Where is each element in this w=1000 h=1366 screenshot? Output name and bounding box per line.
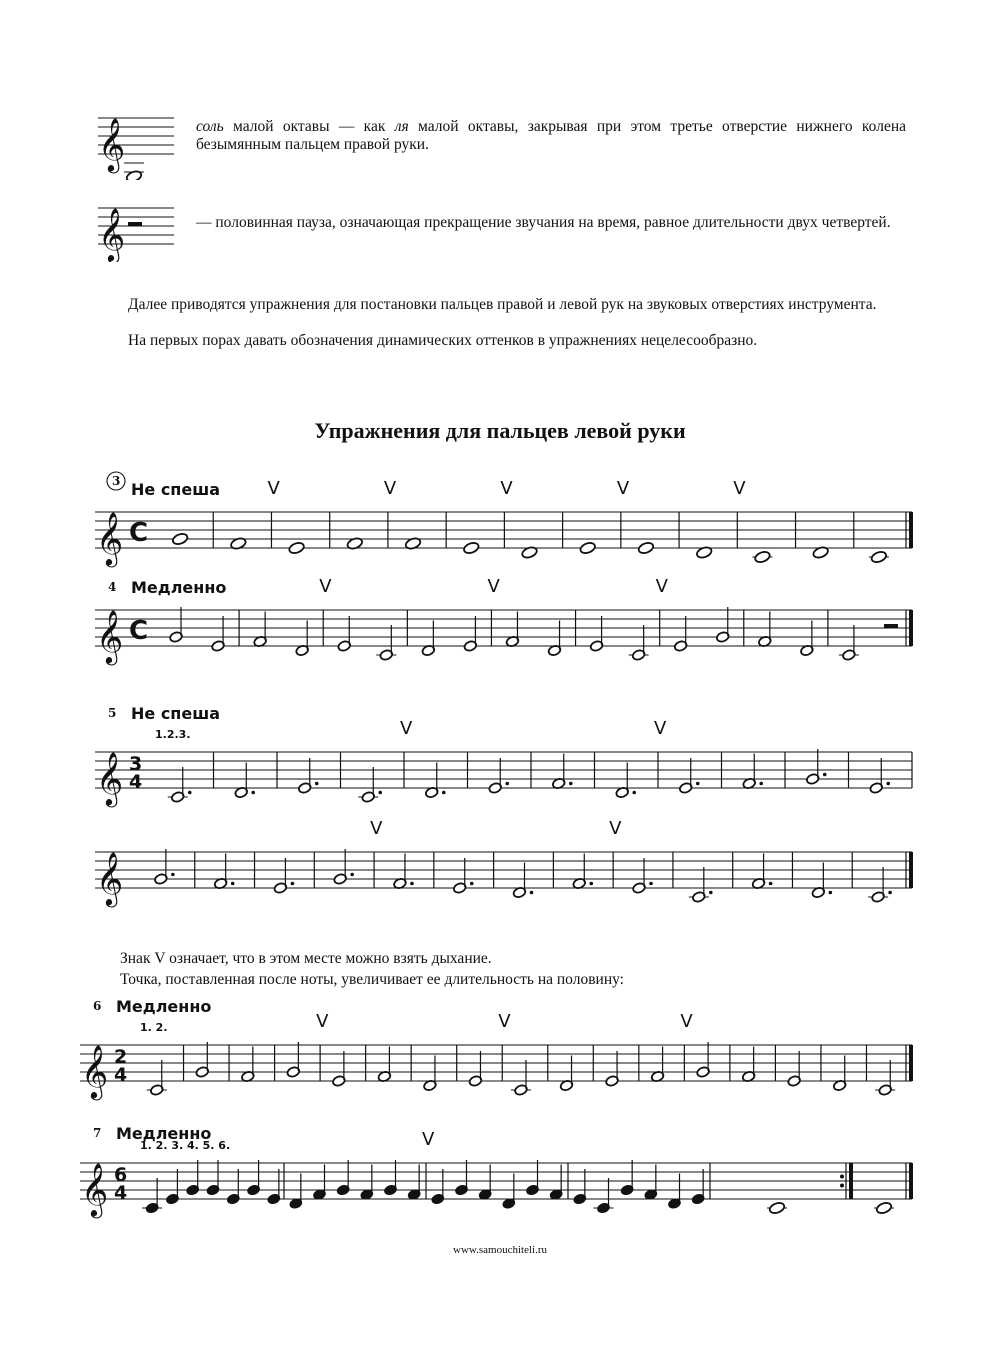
final-barline (849, 1163, 853, 1199)
breath-mark: V (609, 818, 622, 839)
note-head (812, 546, 829, 560)
final-barline (909, 1163, 913, 1199)
augmentation-dot (530, 891, 534, 895)
breath-mark: V (422, 1129, 435, 1150)
augmentation-dot (505, 782, 509, 786)
exercise-number: 5 (108, 706, 117, 720)
exercise-4 (95, 576, 913, 665)
note-head (425, 786, 439, 798)
augmentation-dot (251, 791, 255, 795)
note-head (758, 635, 772, 647)
intro-example-half-rest (94, 202, 914, 262)
note-head (552, 777, 566, 789)
note-head (488, 782, 502, 794)
note-head (286, 1066, 300, 1078)
note-head (267, 1193, 281, 1205)
note-head (171, 532, 188, 546)
note-head (383, 1184, 397, 1196)
note-head (596, 1202, 610, 1214)
note-head (379, 649, 393, 661)
note-head (393, 877, 407, 889)
note-head (169, 631, 183, 643)
note-head (333, 873, 347, 885)
tempo-marking: Медленно (116, 997, 212, 1016)
note-head (787, 1075, 801, 1087)
augmentation-dot (315, 782, 319, 786)
treble-clef-icon: 𝄞 (96, 609, 124, 663)
note-head (605, 1075, 619, 1087)
note-head (150, 1084, 164, 1096)
note-head (692, 891, 706, 903)
note-head (521, 546, 538, 560)
augmentation-dot (470, 882, 474, 886)
note-head (691, 1193, 705, 1205)
exercise-continuation (95, 818, 913, 907)
note-head (679, 782, 693, 794)
exercise-number-circle (107, 472, 125, 490)
time-signature-top: 6 (114, 1164, 128, 1186)
augmentation-dot (632, 791, 636, 795)
note-head (650, 1070, 664, 1082)
note-head (421, 644, 435, 656)
note-head (195, 1066, 209, 1078)
time-signature-bottom: 4 (114, 1064, 128, 1086)
note-head (644, 1188, 658, 1200)
note-head (332, 1075, 346, 1087)
note-head (667, 1197, 681, 1209)
note-head (336, 1184, 350, 1196)
note-head (454, 1184, 468, 1196)
treble-clef-icon: 𝄞 (96, 851, 124, 905)
note-head (206, 1184, 220, 1196)
breath-mark: V (500, 478, 513, 499)
note-head (637, 541, 654, 555)
breath-mark: V (319, 576, 332, 597)
note-head (246, 1184, 260, 1196)
treble-clef-icon: 𝄞 (96, 751, 124, 805)
time-signature-top: 2 (114, 1046, 128, 1068)
note-head (768, 1201, 785, 1215)
note-head (407, 1188, 421, 1200)
note-head (360, 1188, 374, 1200)
augmentation-dot (442, 791, 446, 795)
note-head (125, 170, 142, 180)
paragraph-dynamics: На первых порах давать обозначения динамических оттенков в упражнениях нецелесообразно. (128, 332, 758, 349)
note-head (742, 1070, 756, 1082)
beat-count: 1. 2. 3. 4. 5. 6. (140, 1139, 231, 1152)
note-head (423, 1079, 437, 1091)
treble-clef-icon: 𝄞 (98, 117, 126, 171)
note-head (696, 1066, 710, 1078)
breath-mark: V (680, 1011, 693, 1032)
note-head (431, 1193, 445, 1205)
augmentation-dot (759, 782, 763, 786)
augmentation-dot (171, 873, 175, 877)
augmentation-dot (188, 791, 192, 795)
beat-count: 1.2.3. (155, 728, 191, 741)
note-head (559, 1079, 573, 1091)
low-g-description: соль малой октавы — как ля малой октавы, закрывая при этом третье отверстие нижнего колена безымянным пальцем правой руки. (196, 118, 906, 153)
note-head (525, 1184, 539, 1196)
low-g-staff (94, 110, 178, 180)
augmentation-dot (888, 891, 892, 895)
note-head (253, 635, 267, 647)
augmentation-dot (410, 882, 414, 886)
note-head (615, 786, 629, 798)
note-head (716, 631, 730, 643)
final-barline (909, 610, 913, 646)
exercise-5 (95, 704, 912, 807)
note-head (377, 1070, 391, 1082)
tempo-marking: Медленно (131, 578, 227, 597)
half-rest-description: — половинная пауза, означающая прекращение звучания на время, равное длительности двух четвертей. (196, 214, 891, 231)
half-rest-icon (128, 222, 142, 226)
tempo-marking: Медленно (116, 1124, 212, 1143)
breath-mark: V (316, 1011, 329, 1032)
note-head (579, 541, 596, 555)
note-head (505, 635, 519, 647)
breath-mark: V (616, 478, 630, 499)
note-head (806, 773, 820, 785)
half-rest-icon (884, 624, 898, 628)
note-head (312, 1188, 326, 1200)
note-head (869, 782, 883, 794)
exercise-number: 7 (93, 1126, 102, 1140)
breath-mark-explanation: Знак V означает, что в этом месте можно взять дыхание. (120, 950, 492, 967)
time-signature-top: 3 (129, 753, 143, 775)
beat-count: 1. 2. (140, 1021, 168, 1034)
note-head (549, 1188, 563, 1200)
note-head (502, 1197, 516, 1209)
common-time-symbol: C (129, 518, 149, 548)
note-head (514, 1084, 528, 1096)
augmentation-dot (291, 882, 295, 886)
breath-mark: V (498, 1011, 511, 1032)
note-head (875, 1201, 892, 1215)
note-head (878, 1084, 892, 1096)
intro-example-low-g (94, 110, 914, 180)
augmentation-dot (378, 791, 382, 795)
paragraph-exercises-intro: Далее приводятся упражнения для постановки пальцев правой и левой рук на звуковых отверстиях инструмента. (128, 296, 877, 313)
augmentation-dot (886, 782, 890, 786)
note-head (589, 640, 603, 652)
breath-mark: V (655, 576, 668, 597)
half-rest-staff (94, 202, 178, 262)
augmentation-dot (231, 882, 235, 886)
note-head (273, 882, 287, 894)
final-barline (909, 852, 913, 888)
augmentation-dot (769, 882, 773, 886)
note-head (171, 791, 185, 803)
note-head (214, 877, 228, 889)
treble-clef-icon: 𝄞 (81, 1044, 109, 1098)
note-head (632, 882, 646, 894)
note-head (361, 791, 375, 803)
exercise-number: 3 (112, 474, 121, 488)
tempo-marking: Не спеша (131, 480, 220, 499)
note-head (742, 777, 756, 789)
note-head (811, 886, 825, 898)
breath-mark: V (733, 478, 746, 499)
exercise-3 (95, 472, 913, 567)
note-head (468, 1075, 482, 1087)
augmentation-dot (350, 873, 354, 877)
dot-explanation: Точка, поставленная после ноты, увеличивает ее длительность на половину: (120, 971, 624, 988)
repeat-dot (840, 1184, 844, 1188)
augmentation-dot (569, 782, 573, 786)
note-head (186, 1184, 200, 1196)
repeat-dot (840, 1175, 844, 1179)
note-head (288, 541, 305, 555)
exercise-number: 6 (93, 999, 102, 1013)
note-head (573, 1193, 587, 1205)
treble-clef-icon: 𝄞 (81, 1162, 109, 1216)
breath-mark: V (487, 576, 500, 597)
note-head (800, 644, 814, 656)
breath-mark: V (370, 818, 383, 839)
augmentation-dot (649, 882, 653, 886)
note-head (337, 640, 351, 652)
note-head (154, 873, 168, 885)
augmentation-dot (696, 782, 700, 786)
note-head (145, 1202, 159, 1214)
breath-mark: V (383, 478, 397, 499)
note-head (842, 649, 856, 661)
time-signature-bottom: 4 (114, 1182, 128, 1204)
note-head (547, 644, 561, 656)
note-head (512, 886, 526, 898)
note-head (478, 1188, 492, 1200)
section-heading: Упражнения для пальцев левой руки (314, 418, 686, 443)
exercise-7 (80, 1124, 913, 1218)
note-head (226, 1193, 240, 1205)
common-time-symbol: C (129, 616, 149, 646)
note-head (241, 1070, 255, 1082)
augmentation-dot (709, 891, 713, 895)
note-head (211, 640, 225, 652)
breath-mark: V (400, 718, 413, 739)
note-head (754, 550, 771, 564)
final-barline (909, 512, 913, 548)
augmentation-dot (823, 773, 827, 777)
augmentation-dot (589, 882, 593, 886)
note-head (572, 877, 586, 889)
note-head (289, 1197, 303, 1209)
note-head (234, 786, 248, 798)
final-barline (909, 1045, 913, 1081)
tempo-marking: Не спеша (131, 704, 220, 723)
footer-url: www.samouchiteli.ru (453, 1244, 547, 1256)
note-head (870, 550, 887, 564)
note-head (298, 782, 312, 794)
note-head (696, 546, 713, 560)
note-head (165, 1193, 179, 1205)
note-head (453, 882, 467, 894)
note-head (463, 640, 477, 652)
note-head (833, 1079, 847, 1091)
note-head (620, 1184, 634, 1196)
note-head (632, 649, 646, 661)
note-head (346, 537, 363, 551)
treble-clef-icon: 𝄞 (98, 207, 126, 261)
note-head (295, 644, 309, 656)
note-head (871, 891, 885, 903)
note-head (674, 640, 688, 652)
exercise-6 (80, 997, 913, 1100)
note-head (230, 537, 247, 551)
note-head (463, 541, 480, 555)
note-head (751, 877, 765, 889)
breath-mark: V (267, 478, 280, 499)
note-head (404, 537, 421, 551)
exercise-number: 4 (108, 580, 117, 594)
time-signature-bottom: 4 (129, 771, 143, 793)
breath-mark: V (654, 718, 667, 739)
treble-clef-icon: 𝄞 (96, 511, 124, 565)
augmentation-dot (829, 891, 833, 895)
